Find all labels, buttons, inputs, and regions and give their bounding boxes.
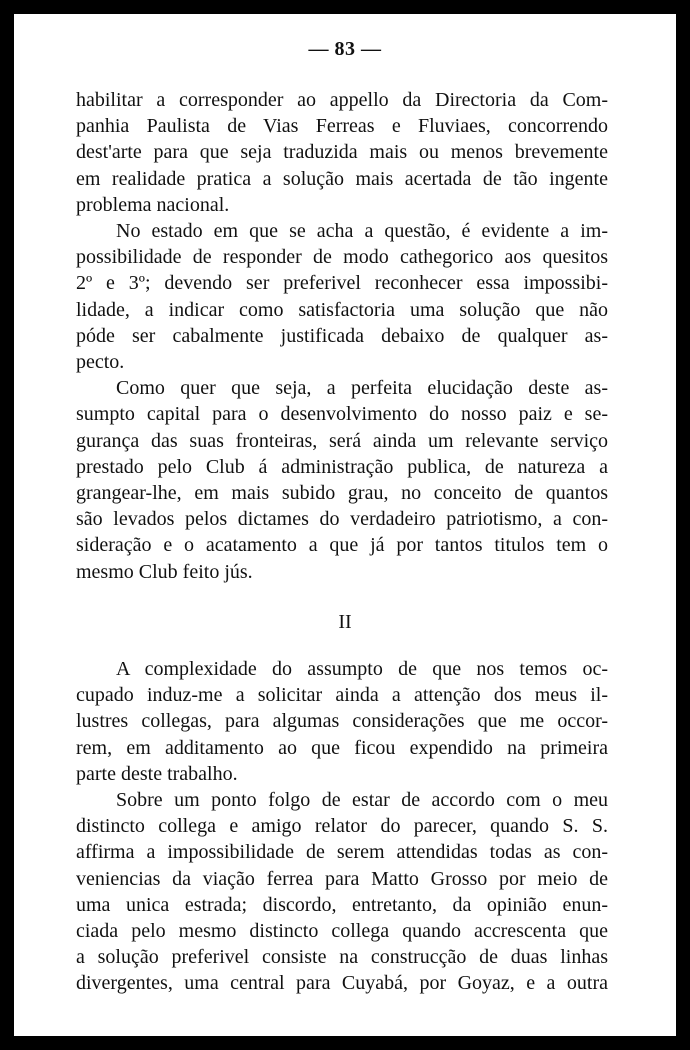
text-line: grangear-lhe, em mais subido grau, no conceito de quantos bbox=[76, 482, 608, 505]
text-line: lustres collegas, para algumas considerações que me occor- bbox=[76, 710, 608, 733]
text-line: gurança das suas fronteiras, será ainda um relevante serviço bbox=[76, 429, 608, 452]
section-heading: II bbox=[338, 611, 352, 633]
paragraph bbox=[76, 218, 608, 375]
text-line: problema nacional. bbox=[76, 193, 230, 216]
text-line: são levados pelos dictames do verdadeiro patriotismo, a con- bbox=[76, 508, 608, 531]
text-line: A complexidade do assumpto de que nos temos oc- bbox=[116, 658, 608, 680]
paragraph bbox=[76, 787, 608, 997]
text-line: parte deste trabalho. bbox=[76, 762, 238, 785]
paragraph bbox=[76, 87, 608, 218]
text-line: póde ser cabalmente justificada debaixo de qualquer as- bbox=[76, 324, 608, 347]
text-line: sumpto capital para o desenvolvimento do nosso paiz e se- bbox=[76, 403, 608, 426]
text-line: ciada pelo mesmo distincto collega quando accrescenta que bbox=[76, 920, 608, 943]
text-line: Sobre um ponto folgo de estar de accordo com o meu bbox=[116, 789, 608, 812]
text-line: affirma a impossibilidade de serem attendidas todas as con- bbox=[76, 841, 608, 864]
text-line: pecto. bbox=[76, 351, 125, 374]
paragraph bbox=[76, 656, 608, 787]
text-line: dest'arte para que seja traduzida mais ou menos brevemente bbox=[76, 141, 608, 164]
text-line: cupado induz-me a solicitar ainda a attenção dos meus il- bbox=[76, 684, 608, 707]
section-one-text bbox=[76, 87, 608, 585]
book-page bbox=[14, 14, 676, 1036]
text-line: veniencias da viação ferrea para Matto Grosso por meio de bbox=[76, 867, 608, 890]
text-line: a solução preferivel consiste na construcção de duas linhas bbox=[76, 946, 608, 969]
text-line: em realidade pratica a solução mais acertada de tão ingente bbox=[76, 167, 608, 190]
text-line: distincto collega e amigo relator do parecer, quando S. S. bbox=[76, 815, 608, 838]
text-line: lidade, a indicar como satisfactoria uma solução que não bbox=[76, 298, 608, 321]
text-line: 2º e 3º; devendo ser preferivel reconhecer essa impossibi- bbox=[76, 272, 608, 295]
text-line: habilitar a corresponder ao appello da Directoria da Com- bbox=[76, 89, 608, 111]
text-line: possibilidade de responder de modo cathegorico aos quesitos bbox=[76, 246, 608, 269]
text-line: mesmo Club feito jús. bbox=[76, 560, 253, 583]
text-line: No estado em que se acha a questão, é evidente a im- bbox=[116, 220, 608, 243]
page-number: — 83 — bbox=[308, 38, 382, 60]
text-line: uma unica estrada; discordo, entretanto, da opinião enun- bbox=[76, 893, 608, 916]
text-line: prestado pelo Club á administração publica, de natureza a bbox=[76, 455, 608, 478]
section-two-text bbox=[76, 656, 608, 997]
paragraph bbox=[76, 375, 608, 585]
text-line: panhia Paulista de Vias Ferreas e Fluviaes, concorrendo bbox=[76, 115, 608, 138]
text-line: sideração e o acatamento a que já por tantos titulos tem o bbox=[76, 534, 608, 557]
text-line: divergentes, uma central para Cuyabá, por Goyaz, e a outra bbox=[76, 972, 608, 995]
text-line: Como quer que seja, a perfeita elucidação deste as- bbox=[116, 377, 608, 400]
text-line: rem, em additamento ao que ficou expendido na primeira bbox=[76, 736, 608, 759]
